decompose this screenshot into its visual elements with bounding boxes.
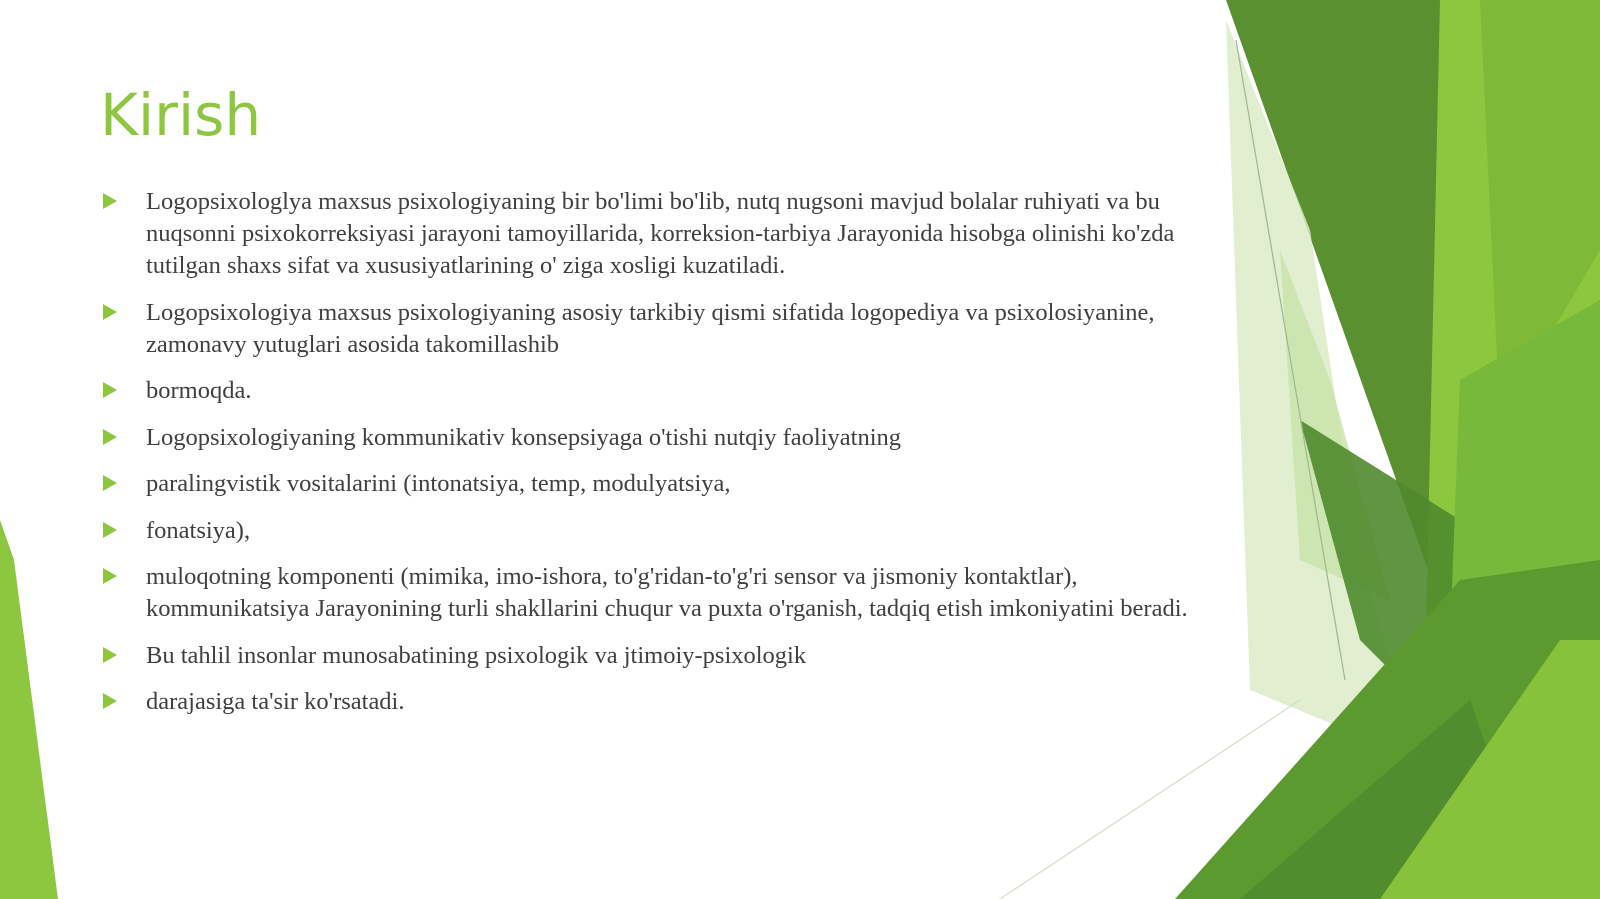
triangle-bullet-icon bbox=[103, 382, 117, 398]
bullet-item bbox=[100, 686, 1210, 718]
bullet-text: fonatsiya), bbox=[146, 516, 251, 544]
bullet-text: muloqotning komponenti (mimika, imo-ishora, to'g'ridan-to'g'ri sensor va jismoniy kontaktlar), kommunikatsiya Jarayonining turli shakllarini chuqur va puxta o'rganish, tadqiq etish imkoniyatini beradi. bbox=[146, 563, 1188, 622]
bullet-item bbox=[100, 422, 1210, 454]
triangle-bullet-icon bbox=[103, 193, 117, 209]
slide-title: Kirish bbox=[100, 81, 262, 149]
bullet-text: darajasiga ta'sir ko'rsatadi. bbox=[146, 688, 405, 715]
bullet-item bbox=[100, 375, 1210, 407]
triangle-bullet-icon bbox=[103, 522, 117, 538]
triangle-bullet-icon bbox=[103, 429, 117, 445]
bullet-item bbox=[100, 561, 1210, 625]
bullet-text: Logopsixologlya maxsus psixologiyaning bir bo'limi bo'lib, nutq nugsoni mavjud bolalar ruhiyati va bu nuqsonni psixokorreksiyasi jarayoni tamoyillarida, korreksion-tarbiya Jarayonida hisobga olinishi ko'zda tutilgan shaxs sifat va xususiyatlarining o' ziga xosligi kuzatiladi. bbox=[146, 188, 1175, 279]
bullet-text: Logopsixologiyaning kommunikativ konsepsiyaga o'tishi nutqiy faoliyatning bbox=[146, 423, 902, 451]
facet-left bbox=[0, 520, 58, 899]
triangle-bullet-icon bbox=[103, 475, 117, 491]
triangle-bullet-icon bbox=[103, 647, 117, 663]
bullet-item bbox=[100, 640, 1210, 672]
bullet-text: bormoqda. bbox=[146, 377, 252, 404]
triangle-bullet-icon bbox=[103, 693, 117, 709]
bullet-text: Logopsixologiya maxsus psixologiyaning asosiy tarkibiy qismi sifatida logopediya va psixolosiyanine, zamonavy yutuglari asosida takomillashib bbox=[146, 298, 1155, 358]
triangle-bullet-icon bbox=[103, 304, 117, 320]
triangle-bullet-icon bbox=[103, 568, 117, 584]
bullet-text: paralingvistik vositalarini (intonatsiya, temp, modulyatsiya, bbox=[146, 470, 731, 497]
bullet-list bbox=[100, 186, 1210, 733]
bullet-item bbox=[100, 186, 1210, 282]
bullet-item bbox=[100, 515, 1210, 547]
bullet-item bbox=[100, 297, 1210, 361]
bullet-item bbox=[100, 468, 1210, 500]
bullet-text: Bu tahlil insonlar munosabatining psixologik va jtimoiy-psixologik bbox=[146, 641, 807, 669]
